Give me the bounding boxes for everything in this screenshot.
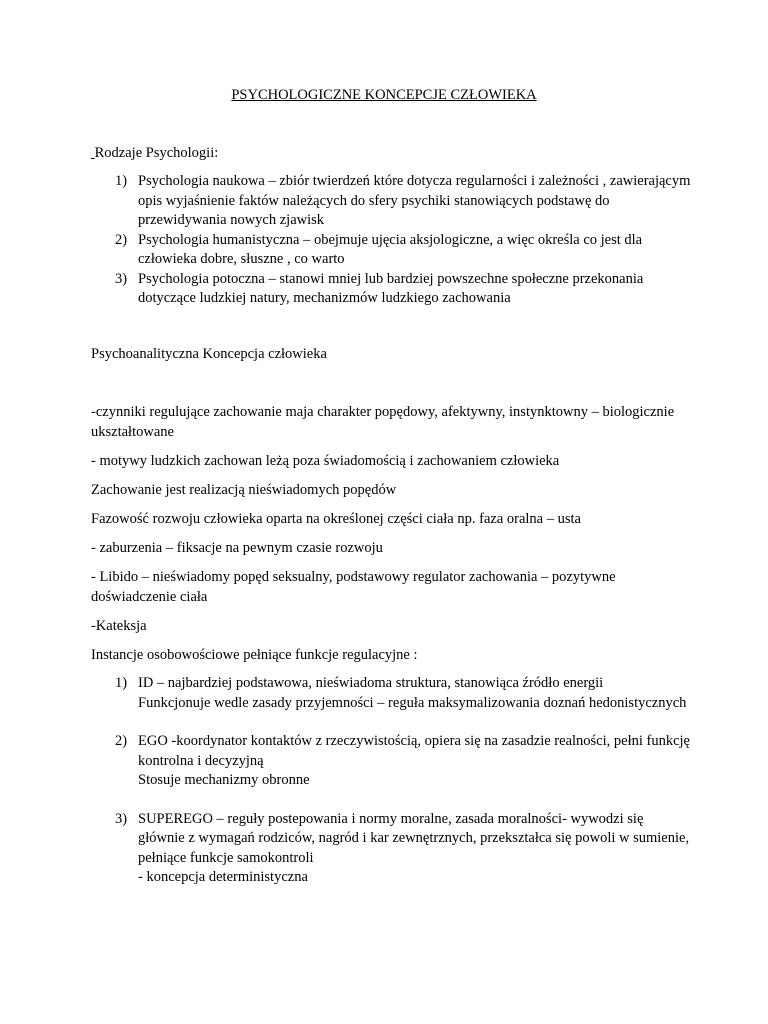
paragraph: -czynniki regulujące zachowanie maja charakter popędowy, afektywny, instynktowny – biologicznie ukształtowane: [91, 404, 675, 440]
paragraph: Instancje osobowościowe pełniące funkcje regulacyjne :: [91, 647, 418, 663]
psychology-types-list: [91, 172, 691, 309]
list-item: 3) SUPEREGO – reguły postepowania i normy moralne, zasada moralności- wywodzi się głównie z wymagań rodziców, nagród i kar zewnętrznych, przekształca się powoli w sumienie, pełniące funkcje samokontroli - koncepcja deterministyczna: [115, 810, 690, 885]
paragraph: - zaburzenia – fiksacje na pewnym czasie rozwoju: [91, 540, 383, 556]
list-item: 2) Psychologia humanistyczna – obejmuje ujęcia aksjologiczne, a więc określa co jest dla człowieka dobre, słuszne , co warto: [115, 231, 643, 267]
paragraph: - Libido – nieświadomy popęd seksualny, podstawowy regulator zachowania – pozytywne doświadczenie ciała: [91, 569, 616, 605]
section-heading-rodzaje: Rodzaje Psychologii:: [94, 145, 219, 161]
list-item: 2) EGO -koordynator kontaktów z rzeczywistością, opiera się na zasadzie realności, pełni funkcję kontrolna i decyzyjną Stosuje mechanizmy obronne: [115, 733, 690, 788]
paragraph: -Kateksja: [91, 618, 147, 634]
section-heading-psychoanaliza: Psychoanalityczna Koncepcja człowieka: [91, 346, 327, 362]
paragraph: Zachowanie jest realizacją nieświadomych popędów: [91, 482, 397, 498]
personality-instances-list: [91, 674, 691, 888]
list-item: 3) Psychologia potoczna – stanowi mniej lub bardziej powszechne społeczne przekonania dotyczące ludzkiej natury, mechanizmów ludzkiego zachowania: [115, 270, 644, 306]
page-title: PSYCHOLOGICZNE KONCEPCJE CZŁOWIEKA: [231, 87, 537, 103]
list-item: 1) ID – najbardziej podstawowa, nieświadoma struktura, stanowiąca źródło energii Funkcjonuje wedle zasady przyjemności – reguła maksymalizowania doznań hedonistycznych: [115, 675, 687, 711]
paragraph: Fazowość rozwoju człowieka oparta na określonej części ciała np. faza oralna – usta: [91, 511, 581, 527]
list-item: 1) Psychologia naukowa – zbiór twierdzeń które dotycza regularności i zależności , zawierającym opis wyjaśnienie faktów należących do sfery psychiki stanowiących podstawę do przewidywania nowych zjawisk: [115, 173, 691, 228]
paragraph: - motywy ludzkich zachowan leżą poza świadomością i zachowaniem człowieka: [91, 453, 560, 469]
